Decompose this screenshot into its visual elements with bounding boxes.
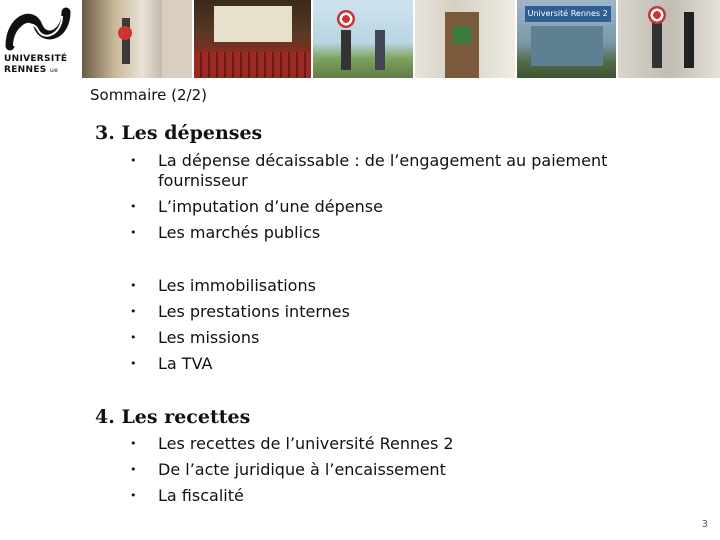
- bullet-icon: •: [130, 463, 137, 476]
- banner-photos: [82, 0, 720, 78]
- section-3-list-group-2: [126, 276, 678, 380]
- logo-mark-icon: [4, 6, 72, 52]
- header-banner: [0, 0, 720, 80]
- bullet-icon: •: [130, 154, 137, 167]
- banner-photo-outdoor: [313, 0, 413, 78]
- bullet-icon: •: [130, 489, 137, 502]
- bullet-icon: •: [130, 200, 137, 213]
- list-item: • Les marchés publics: [130, 223, 321, 242]
- logo-line2: RENNES: [4, 65, 47, 75]
- list-item: • Les immobilisations: [130, 276, 316, 295]
- section-3-heading: 3. Les dépenses: [95, 122, 263, 144]
- list-item: • La fiscalité: [130, 486, 244, 505]
- bullet-icon: •: [130, 437, 137, 450]
- slide-subtitle: Sommaire (2/2): [90, 86, 207, 104]
- section-3-list-group-1: [126, 151, 678, 249]
- list-item: • Les recettes de l’université Rennes 2: [130, 434, 454, 453]
- bullet-icon: •: [130, 305, 137, 318]
- list-item: • Les prestations internes: [130, 302, 350, 321]
- section-4-list: [126, 434, 678, 512]
- banner-photo-building: [517, 0, 617, 78]
- banner-photo-amphitheater: [194, 0, 312, 78]
- section-4-heading: 4. Les recettes: [95, 406, 251, 428]
- list-item: • De l’acte juridique à l’encaissement: [130, 460, 446, 479]
- logo-sub: ue: [50, 67, 59, 74]
- logo-text: [4, 54, 67, 76]
- banner-photo-corridor: [415, 0, 515, 78]
- banner-photo-hallway: [82, 0, 192, 78]
- page-number: 3: [701, 519, 708, 530]
- bullet-icon: •: [130, 226, 137, 239]
- list-item: • Les missions: [130, 328, 260, 347]
- banner-photo-lobby: [618, 0, 720, 78]
- bullet-icon: •: [130, 279, 137, 292]
- university-logo: [0, 0, 80, 80]
- list-item: • La TVA: [130, 354, 213, 373]
- list-item: • La dépense décaissable : de l’engagement au paiement fournisseur: [130, 151, 608, 190]
- bullet-icon: •: [130, 331, 137, 344]
- logo-line1: UNIVERSITÉ: [4, 54, 68, 64]
- bullet-icon: •: [130, 357, 137, 370]
- banner-sign: Université Rennes 2: [525, 6, 611, 22]
- list-item: • L’imputation d’une dépense: [130, 197, 383, 216]
